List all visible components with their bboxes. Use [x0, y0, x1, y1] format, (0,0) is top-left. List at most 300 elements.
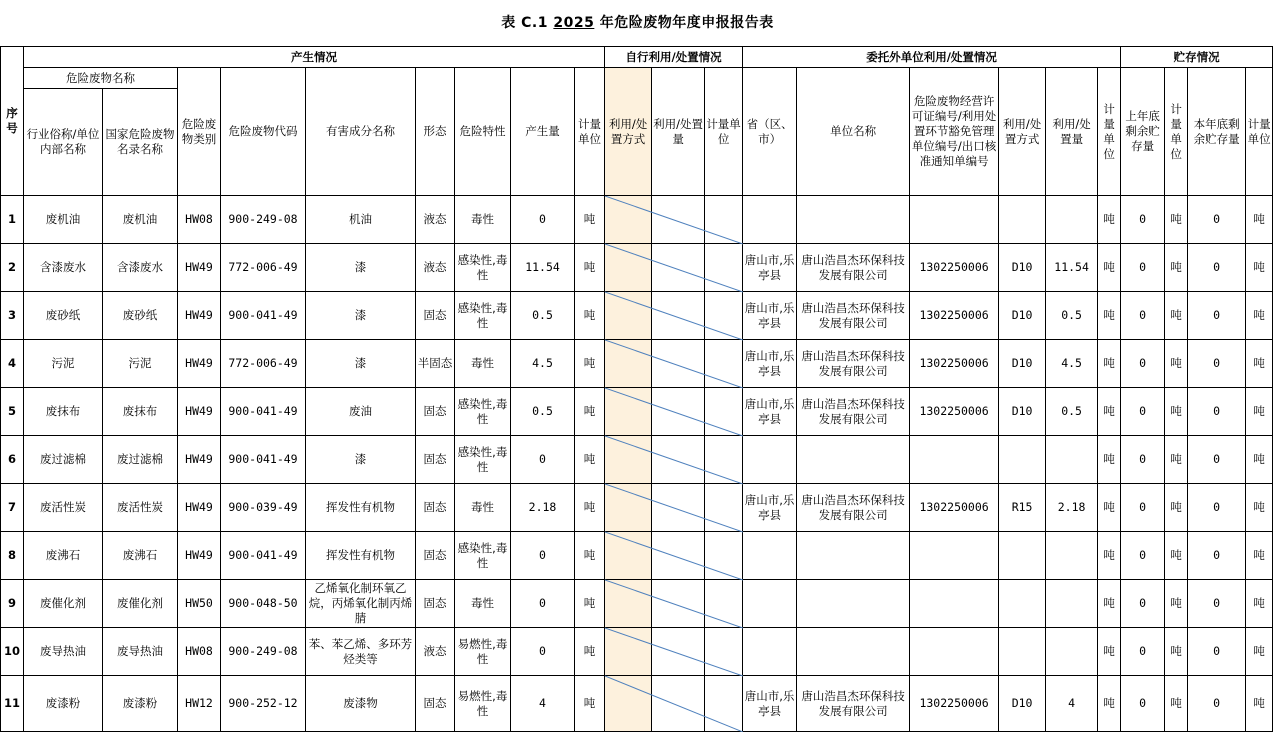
unit-cell: 吨	[575, 196, 605, 244]
curr-stock-cell: 0	[1188, 340, 1246, 388]
license-cell	[910, 436, 999, 484]
title-suffix: 年危险废物年度申报报告表	[594, 15, 774, 31]
seq-cell: 1	[1, 196, 24, 244]
industry-name-header: 行业俗称/单位内部名称	[24, 89, 103, 196]
unit-cell: 吨	[575, 436, 605, 484]
unit4-cell: 吨	[1246, 484, 1273, 532]
self-unit-cell	[705, 196, 743, 244]
table-row	[1, 484, 1273, 532]
industry-name-cell: 废过滤棉	[24, 436, 103, 484]
table-header	[1, 47, 1273, 196]
license-header: 危险废物经营许可证编号/利用处置环节豁免管理单位编号/出口核准通知单编号	[910, 68, 999, 196]
report-year: 2025	[553, 15, 595, 31]
prev-stock-cell: 0	[1121, 196, 1165, 244]
ent-method-cell: D10	[999, 388, 1046, 436]
hazard-header: 危险特性	[455, 68, 511, 196]
curr-stock-header: 本年底剩余贮存量	[1188, 68, 1246, 196]
self-unit-cell	[705, 628, 743, 676]
unit4-cell: 吨	[1246, 676, 1273, 732]
province-cell	[743, 580, 797, 628]
production-group-header: 产生情况	[24, 47, 605, 68]
amount-cell: 0.5	[511, 388, 575, 436]
amount-cell: 0.5	[511, 292, 575, 340]
industry-name-cell: 废沸石	[24, 532, 103, 580]
table-row	[1, 532, 1273, 580]
unit3-cell: 吨	[1165, 628, 1188, 676]
category-cell: HW08	[178, 196, 221, 244]
waste-name-header: 危险废物名称	[24, 68, 178, 89]
self-unit-header: 计量单位	[705, 68, 743, 196]
company-cell	[797, 628, 910, 676]
self-method-cell	[605, 292, 652, 340]
unit3-cell: 吨	[1165, 196, 1188, 244]
industry-name-cell: 废活性炭	[24, 484, 103, 532]
seq-cell: 2	[1, 244, 24, 292]
license-cell	[910, 628, 999, 676]
hazard-cell: 毒性	[455, 580, 511, 628]
self-amount-cell	[652, 196, 705, 244]
form-cell: 液态	[416, 196, 455, 244]
curr-stock-cell: 0	[1188, 292, 1246, 340]
unit4-cell: 吨	[1246, 532, 1273, 580]
unit-cell: 吨	[575, 340, 605, 388]
province-cell	[743, 532, 797, 580]
self-method-cell	[605, 340, 652, 388]
category-cell: HW49	[178, 340, 221, 388]
ent-amount-cell: 0.5	[1046, 292, 1098, 340]
ent-unit-cell: 吨	[1098, 388, 1121, 436]
form-cell: 固态	[416, 580, 455, 628]
hazard-cell: 毒性	[455, 196, 511, 244]
self-amount-header: 利用/处置量	[652, 68, 705, 196]
license-cell	[910, 580, 999, 628]
ent-amount-cell	[1046, 532, 1098, 580]
unit4-cell: 吨	[1246, 388, 1273, 436]
harmful-cell: 漆	[306, 340, 416, 388]
self-amount-cell	[652, 484, 705, 532]
ent-amount-cell: 11.54	[1046, 244, 1098, 292]
unit3-header: 计量单位	[1165, 68, 1188, 196]
self-unit-cell	[705, 292, 743, 340]
unit3-cell: 吨	[1165, 436, 1188, 484]
prev-stock-cell: 0	[1121, 580, 1165, 628]
national-name-cell: 废抹布	[103, 388, 178, 436]
ent-unit-cell: 吨	[1098, 580, 1121, 628]
unit-cell: 吨	[575, 244, 605, 292]
self-method-header: 利用/处置方式	[605, 68, 652, 196]
curr-stock-cell: 0	[1188, 628, 1246, 676]
self-method-cell	[605, 388, 652, 436]
province-cell: 唐山市,乐亭县	[743, 292, 797, 340]
ent-method-cell	[999, 580, 1046, 628]
form-cell: 液态	[416, 244, 455, 292]
code-cell: 900-249-08	[221, 196, 306, 244]
seq-cell: 5	[1, 388, 24, 436]
ent-unit-cell: 吨	[1098, 676, 1121, 732]
ent-amount-cell: 0.5	[1046, 388, 1098, 436]
code-cell: 900-041-49	[221, 436, 306, 484]
industry-name-cell: 废漆粉	[24, 676, 103, 732]
self-method-cell	[605, 532, 652, 580]
curr-stock-cell: 0	[1188, 244, 1246, 292]
province-cell: 唐山市,乐亭县	[743, 388, 797, 436]
form-cell: 半固态	[416, 340, 455, 388]
self-amount-cell	[652, 244, 705, 292]
form-cell: 固态	[416, 436, 455, 484]
curr-stock-cell: 0	[1188, 580, 1246, 628]
company-cell: 唐山浩昌杰环保科技发展有限公司	[797, 340, 910, 388]
curr-stock-cell: 0	[1188, 436, 1246, 484]
ent-method-cell: D10	[999, 292, 1046, 340]
company-cell: 唐山浩昌杰环保科技发展有限公司	[797, 388, 910, 436]
category-header: 危险废物类别	[178, 68, 221, 196]
ent-unit-cell: 吨	[1098, 532, 1121, 580]
table-row	[1, 196, 1273, 244]
unit3-cell: 吨	[1165, 340, 1188, 388]
national-name-cell: 废砂纸	[103, 292, 178, 340]
table-row	[1, 676, 1273, 732]
ent-method-cell: D10	[999, 244, 1046, 292]
company-cell	[797, 532, 910, 580]
seq-cell: 4	[1, 340, 24, 388]
header-row-groups	[1, 47, 1273, 68]
table-row	[1, 244, 1273, 292]
code-cell: 772-006-49	[221, 244, 306, 292]
hazard-cell: 感染性,毒性	[455, 292, 511, 340]
code-cell: 772-006-49	[221, 340, 306, 388]
company-cell: 唐山浩昌杰环保科技发展有限公司	[797, 292, 910, 340]
harmful-cell: 挥发性有机物	[306, 532, 416, 580]
self-unit-cell	[705, 580, 743, 628]
license-cell: 1302250006	[910, 292, 999, 340]
form-header: 形态	[416, 68, 455, 196]
prev-stock-cell: 0	[1121, 244, 1165, 292]
code-cell: 900-041-49	[221, 532, 306, 580]
ent-unit-cell: 吨	[1098, 292, 1121, 340]
unit4-cell: 吨	[1246, 292, 1273, 340]
category-cell: HW49	[178, 244, 221, 292]
code-cell: 900-252-12	[221, 676, 306, 732]
industry-name-cell: 污泥	[24, 340, 103, 388]
table-body	[1, 196, 1273, 732]
ent-amount-cell: 4.5	[1046, 340, 1098, 388]
seq-cell: 3	[1, 292, 24, 340]
national-name-cell: 废催化剂	[103, 580, 178, 628]
unit3-cell: 吨	[1165, 244, 1188, 292]
company-cell	[797, 196, 910, 244]
unit1-header: 计量单位	[575, 68, 605, 196]
industry-name-cell: 含漆废水	[24, 244, 103, 292]
prev-stock-header: 上年底剩余贮存量	[1121, 68, 1165, 196]
entrusted-group-header: 委托外单位利用/处置情况	[743, 47, 1121, 68]
ent-method-cell	[999, 628, 1046, 676]
seq-header: 序号	[1, 47, 24, 196]
ent-method-cell: D10	[999, 340, 1046, 388]
harmful-cell: 漆	[306, 436, 416, 484]
unit-cell: 吨	[575, 628, 605, 676]
ent-amount-cell: 2.18	[1046, 484, 1098, 532]
seq-cell: 10	[1, 628, 24, 676]
license-cell: 1302250006	[910, 676, 999, 732]
unit4-cell: 吨	[1246, 436, 1273, 484]
ent-unit-header: 计量单位	[1098, 68, 1121, 196]
self-group-header: 自行利用/处置情况	[605, 47, 743, 68]
self-amount-cell	[652, 532, 705, 580]
industry-name-cell: 废抹布	[24, 388, 103, 436]
prev-stock-cell: 0	[1121, 292, 1165, 340]
amount-cell: 4.5	[511, 340, 575, 388]
report-title	[0, 12, 1275, 32]
ent-amount-cell	[1046, 580, 1098, 628]
category-cell: HW49	[178, 484, 221, 532]
seq-cell: 11	[1, 676, 24, 732]
self-method-cell	[605, 436, 652, 484]
company-cell: 唐山浩昌杰环保科技发展有限公司	[797, 484, 910, 532]
national-name-cell: 含漆废水	[103, 244, 178, 292]
unit3-cell: 吨	[1165, 532, 1188, 580]
table-row	[1, 436, 1273, 484]
national-name-header: 国家危险废物名录名称	[103, 89, 178, 196]
ent-method-cell: R15	[999, 484, 1046, 532]
hazard-cell: 毒性	[455, 484, 511, 532]
self-amount-cell	[652, 580, 705, 628]
unit-cell: 吨	[575, 388, 605, 436]
prev-stock-cell: 0	[1121, 628, 1165, 676]
category-cell: HW49	[178, 388, 221, 436]
table-row	[1, 292, 1273, 340]
curr-stock-cell: 0	[1188, 196, 1246, 244]
form-cell: 固态	[416, 292, 455, 340]
national-name-cell: 污泥	[103, 340, 178, 388]
curr-stock-cell: 0	[1188, 484, 1246, 532]
hazard-cell: 感染性,毒性	[455, 532, 511, 580]
ent-amount-cell: 4	[1046, 676, 1098, 732]
province-cell	[743, 436, 797, 484]
storage-group-header: 贮存情况	[1121, 47, 1273, 68]
curr-stock-cell: 0	[1188, 388, 1246, 436]
seq-cell: 8	[1, 532, 24, 580]
hazard-cell: 感染性,毒性	[455, 436, 511, 484]
province-cell: 唐山市,乐亭县	[743, 244, 797, 292]
form-cell: 固态	[416, 388, 455, 436]
company-cell	[797, 436, 910, 484]
ent-amount-header: 利用/处置量	[1046, 68, 1098, 196]
province-cell: 唐山市,乐亭县	[743, 484, 797, 532]
unit-cell: 吨	[575, 580, 605, 628]
self-unit-cell	[705, 532, 743, 580]
hazard-cell: 感染性,毒性	[455, 388, 511, 436]
unit-cell: 吨	[575, 292, 605, 340]
unit4-cell: 吨	[1246, 628, 1273, 676]
unit-name-header: 单位名称	[797, 68, 910, 196]
hazard-cell: 感染性,毒性	[455, 244, 511, 292]
self-amount-cell	[652, 292, 705, 340]
harmful-cell: 乙烯氧化制环氧乙烷，丙烯氧化制丙烯腈	[306, 580, 416, 628]
hazard-cell: 毒性	[455, 340, 511, 388]
unit3-cell: 吨	[1165, 388, 1188, 436]
unit-cell: 吨	[575, 484, 605, 532]
prev-stock-cell: 0	[1121, 388, 1165, 436]
code-cell: 900-249-08	[221, 628, 306, 676]
license-cell: 1302250006	[910, 340, 999, 388]
category-cell: HW49	[178, 436, 221, 484]
unit4-cell: 吨	[1246, 580, 1273, 628]
license-cell: 1302250006	[910, 484, 999, 532]
unit-cell: 吨	[575, 532, 605, 580]
self-method-cell	[605, 244, 652, 292]
amount-cell: 0	[511, 436, 575, 484]
harmful-cell: 挥发性有机物	[306, 484, 416, 532]
amount-cell: 0	[511, 580, 575, 628]
industry-name-cell: 废催化剂	[24, 580, 103, 628]
national-name-cell: 废漆粉	[103, 676, 178, 732]
ent-unit-cell: 吨	[1098, 244, 1121, 292]
ent-unit-cell: 吨	[1098, 340, 1121, 388]
amount-cell: 0	[511, 196, 575, 244]
unit3-cell: 吨	[1165, 292, 1188, 340]
national-name-cell: 废活性炭	[103, 484, 178, 532]
license-cell	[910, 532, 999, 580]
header-row-sub	[1, 68, 1273, 89]
unit4-header: 计量单位	[1246, 68, 1273, 196]
prev-stock-cell: 0	[1121, 532, 1165, 580]
hazardous-waste-report-table	[0, 46, 1273, 732]
category-cell: HW12	[178, 676, 221, 732]
category-cell: HW08	[178, 628, 221, 676]
self-amount-cell	[652, 436, 705, 484]
curr-stock-cell: 0	[1188, 532, 1246, 580]
ent-method-header: 利用/处置方式	[999, 68, 1046, 196]
self-method-cell	[605, 196, 652, 244]
ent-method-cell	[999, 196, 1046, 244]
ent-unit-cell: 吨	[1098, 484, 1121, 532]
self-amount-cell	[652, 628, 705, 676]
ent-method-cell	[999, 532, 1046, 580]
unit-cell: 吨	[575, 676, 605, 732]
province-header: 省（区、市）	[743, 68, 797, 196]
national-name-cell: 废机油	[103, 196, 178, 244]
license-cell: 1302250006	[910, 244, 999, 292]
prev-stock-cell: 0	[1121, 484, 1165, 532]
amount-cell: 0	[511, 532, 575, 580]
harmful-cell: 苯、苯乙烯、多环芳烃类等	[306, 628, 416, 676]
form-cell: 固态	[416, 676, 455, 732]
seq-cell: 9	[1, 580, 24, 628]
company-cell	[797, 580, 910, 628]
code-cell: 900-041-49	[221, 292, 306, 340]
category-cell: HW49	[178, 292, 221, 340]
amount-cell: 2.18	[511, 484, 575, 532]
amount-header: 产生量	[511, 68, 575, 196]
amount-cell: 4	[511, 676, 575, 732]
ent-amount-cell	[1046, 628, 1098, 676]
table-row	[1, 340, 1273, 388]
national-name-cell: 废沸石	[103, 532, 178, 580]
ent-unit-cell: 吨	[1098, 628, 1121, 676]
self-unit-cell	[705, 388, 743, 436]
self-amount-cell	[652, 388, 705, 436]
ent-unit-cell: 吨	[1098, 196, 1121, 244]
code-header: 危险废物代码	[221, 68, 306, 196]
table-row	[1, 388, 1273, 436]
unit4-cell: 吨	[1246, 244, 1273, 292]
title-prefix: 表 C.1	[501, 15, 554, 31]
amount-cell: 11.54	[511, 244, 575, 292]
ent-method-cell: D10	[999, 676, 1046, 732]
harmful-cell: 漆	[306, 292, 416, 340]
ent-method-cell	[999, 436, 1046, 484]
form-cell: 固态	[416, 484, 455, 532]
province-cell: 唐山市,乐亭县	[743, 676, 797, 732]
province-cell	[743, 196, 797, 244]
ent-amount-cell	[1046, 436, 1098, 484]
harmful-cell: 废漆物	[306, 676, 416, 732]
province-cell	[743, 628, 797, 676]
license-cell	[910, 196, 999, 244]
form-cell: 液态	[416, 628, 455, 676]
hazard-cell: 易燃性,毒性	[455, 676, 511, 732]
code-cell: 900-048-50	[221, 580, 306, 628]
self-unit-cell	[705, 676, 743, 732]
code-cell: 900-041-49	[221, 388, 306, 436]
self-method-cell	[605, 580, 652, 628]
self-unit-cell	[705, 436, 743, 484]
national-name-cell: 废过滤棉	[103, 436, 178, 484]
harmful-cell: 漆	[306, 244, 416, 292]
self-method-cell	[605, 676, 652, 732]
unit3-cell: 吨	[1165, 484, 1188, 532]
unit4-cell: 吨	[1246, 340, 1273, 388]
national-name-cell: 废导热油	[103, 628, 178, 676]
unit3-cell: 吨	[1165, 676, 1188, 732]
amount-cell: 0	[511, 628, 575, 676]
self-unit-cell	[705, 340, 743, 388]
self-unit-cell	[705, 244, 743, 292]
curr-stock-cell: 0	[1188, 676, 1246, 732]
hazard-cell: 易燃性,毒性	[455, 628, 511, 676]
unit4-cell: 吨	[1246, 196, 1273, 244]
harmful-cell: 机油	[306, 196, 416, 244]
ent-amount-cell	[1046, 196, 1098, 244]
category-cell: HW49	[178, 532, 221, 580]
self-method-cell	[605, 628, 652, 676]
harmful-header: 有害成分名称	[306, 68, 416, 196]
prev-stock-cell: 0	[1121, 676, 1165, 732]
seq-cell: 7	[1, 484, 24, 532]
prev-stock-cell: 0	[1121, 436, 1165, 484]
industry-name-cell: 废导热油	[24, 628, 103, 676]
industry-name-cell: 废机油	[24, 196, 103, 244]
company-cell: 唐山浩昌杰环保科技发展有限公司	[797, 244, 910, 292]
table-row	[1, 628, 1273, 676]
code-cell: 900-039-49	[221, 484, 306, 532]
self-unit-cell	[705, 484, 743, 532]
table-row	[1, 580, 1273, 628]
self-amount-cell	[652, 676, 705, 732]
industry-name-cell: 废砂纸	[24, 292, 103, 340]
seq-cell: 6	[1, 436, 24, 484]
company-cell: 唐山浩昌杰环保科技发展有限公司	[797, 676, 910, 732]
category-cell: HW50	[178, 580, 221, 628]
self-method-cell	[605, 484, 652, 532]
ent-unit-cell: 吨	[1098, 436, 1121, 484]
unit3-cell: 吨	[1165, 580, 1188, 628]
license-cell: 1302250006	[910, 388, 999, 436]
province-cell: 唐山市,乐亭县	[743, 340, 797, 388]
self-amount-cell	[652, 340, 705, 388]
prev-stock-cell: 0	[1121, 340, 1165, 388]
form-cell: 固态	[416, 532, 455, 580]
